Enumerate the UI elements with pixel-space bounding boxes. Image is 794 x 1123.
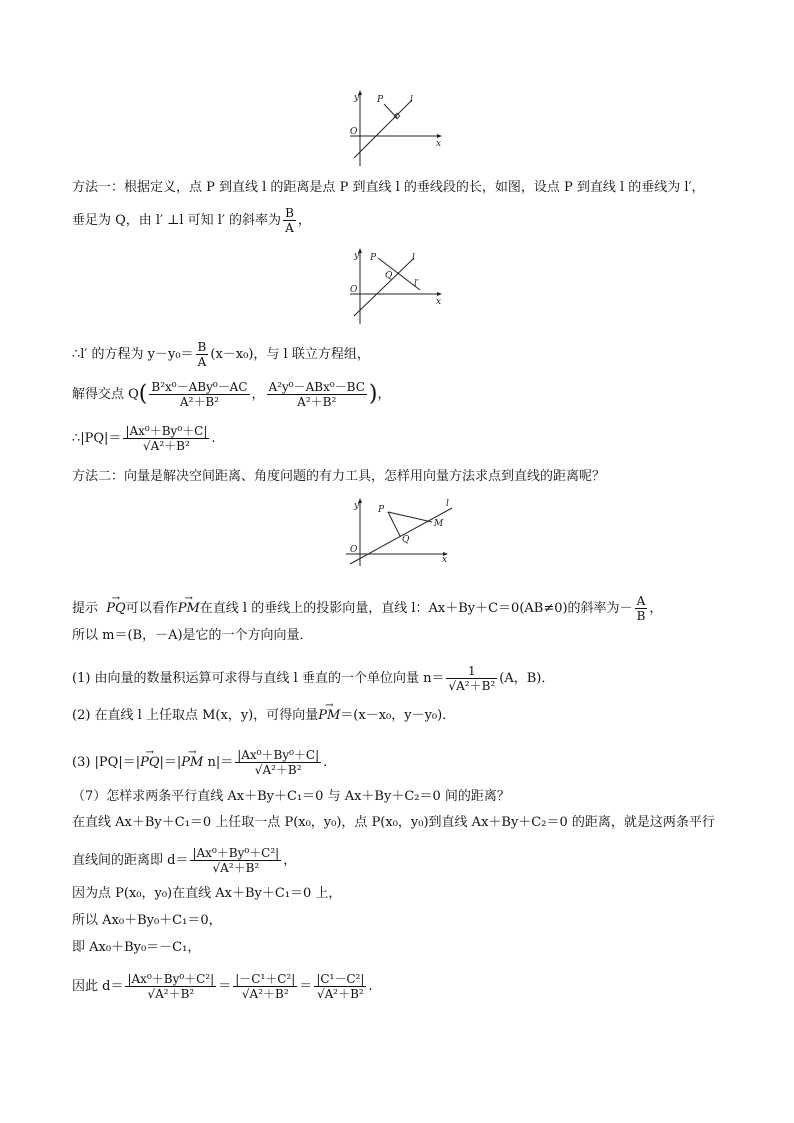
equation-den: A	[197, 355, 207, 369]
figure-point-to-line	[340, 88, 450, 170]
hint-slope-fraction	[635, 594, 648, 623]
label-p: P	[378, 505, 385, 515]
label-q: Q	[402, 535, 410, 545]
q7-eq1: ＝	[218, 979, 232, 994]
step3-num: |Ax⁰＋By⁰＋C|	[237, 748, 320, 762]
pq-prefix: ∴|PQ|＝	[72, 431, 122, 446]
step1-num: 1	[446, 664, 497, 679]
q7-line5: 即 Ax₀＋By₀＝－C₁，	[72, 940, 201, 955]
q7-f1	[125, 972, 216, 1001]
step1-den: √A²＋B²	[448, 679, 496, 693]
method1-equation	[72, 340, 370, 369]
step3-suffix: .	[323, 755, 328, 770]
figure-vector-projection	[336, 496, 456, 568]
q7-f1-num: |Ax⁰＋By⁰＋C²|	[127, 972, 215, 986]
figure-3-svg	[336, 496, 456, 568]
line-l	[354, 100, 412, 158]
paren-open: (	[138, 381, 148, 407]
qy-fraction	[267, 380, 367, 409]
qx-num: B²x⁰－ABy⁰－AC	[151, 380, 248, 394]
q7-f2	[233, 972, 297, 1001]
q7-f2-den: √A²＋B²	[241, 987, 289, 1001]
label-o: O	[350, 127, 358, 137]
equation-fraction	[196, 340, 209, 369]
q7-question: （7）怎样求两条平行直线 Ax＋By＋C₁＝0 与 Ax＋By＋C₂＝0 间的距离？	[72, 789, 510, 804]
equation-num: B	[197, 340, 207, 354]
qy-den: A²＋B²	[297, 395, 337, 409]
vector-pm	[388, 512, 432, 522]
figure-perpendicular-foot	[340, 246, 450, 328]
step3-den: √A²＋B²	[254, 763, 302, 777]
q7-line4: 所以 Ax₀＋By₀＋C₁＝0，	[72, 913, 222, 928]
q7-line6	[72, 972, 373, 1001]
label-l: l	[412, 253, 415, 263]
qx-fraction	[149, 380, 249, 409]
q7-f3-den: √A²＋B²	[316, 987, 364, 1001]
equation-prefix: ∴l′ 的方程为 y－y₀＝	[72, 347, 194, 362]
pq-distance	[72, 424, 216, 453]
label-l: l	[410, 95, 413, 105]
equation-suffix: (x－x₀)，与 l 联立方程组，	[210, 347, 370, 362]
solve-prefix: 解得交点 Q	[72, 387, 139, 402]
step1-suffix: (A，B)．	[499, 671, 555, 686]
qy-num: A²y⁰－ABx⁰－BC	[268, 380, 365, 394]
label-l: l	[446, 499, 449, 509]
figure-1-svg	[340, 88, 450, 170]
label-p: P	[370, 253, 377, 263]
q7-eq2: ＝	[299, 979, 313, 994]
method1-line2	[72, 206, 311, 235]
label-o: O	[350, 285, 358, 295]
pq-den: √A²＋B²	[143, 439, 190, 453]
hint-step2	[72, 707, 455, 725]
q7-distance-den: √A²＋B²	[212, 861, 260, 875]
method1-line2-prefix: 垂足为 Q，由 l′ ⊥l 可知 l′ 的斜率为	[72, 213, 282, 228]
hint-line1	[72, 594, 662, 623]
line-l	[350, 508, 452, 564]
step1-prefix: (1) 由向量的数量积运算可求得与直线 l 垂直的一个单位向量 n＝	[72, 671, 445, 686]
label-m: M	[434, 519, 444, 529]
q7-f3-num: |C¹－C²|	[316, 972, 365, 986]
label-o: O	[350, 545, 358, 555]
vector-pq-text: → PQ	[106, 600, 125, 618]
figure-2-svg	[340, 246, 450, 328]
pq-fraction	[123, 424, 209, 453]
label-x: x	[436, 297, 442, 307]
intersection-q: 解得交点 Q( $\frac{\text{B²x⁰－ABy⁰－AC}}{\text{A²＋B²}}$ ， $\frac{\text{A²y⁰－ABx⁰－BC}}{\text{A²＋B²}}$ )，	[72, 380, 391, 409]
method2-intro: 方法二：向量是解决空间距离、角度问题的有力工具，怎样用向量方法求点到直线的距离呢？	[72, 469, 606, 484]
step3-mid2: n|＝	[203, 755, 234, 770]
hint-step1	[72, 664, 554, 693]
q7-f1-den: √A²＋B²	[147, 987, 195, 1001]
perpendicular-segment	[384, 104, 397, 118]
step3-prefix: (3) |PQ|＝|	[72, 755, 141, 770]
hint-text3: ，	[649, 601, 663, 616]
q7-f2-num: |－C¹＋C²|	[235, 972, 296, 986]
step2-prefix: (2) 在直线 l 上任取点 M(x，y)，可得向量	[72, 708, 319, 723]
paren-close: )	[368, 381, 378, 407]
q7-line3: 因为点 P(x₀，y₀)在直线 Ax＋By＋C₁＝0 上，	[72, 886, 342, 901]
pq-suffix: .	[211, 431, 216, 446]
q7-f3	[314, 972, 366, 1001]
label-p: P	[377, 95, 384, 105]
hint-text1: 可以看作	[125, 601, 178, 616]
slope-den: A	[285, 221, 294, 235]
label-y: y	[354, 501, 360, 511]
label-y: y	[354, 93, 360, 103]
label-l-prime: l′	[414, 279, 419, 289]
method1-line2-suffix: ，	[297, 213, 311, 228]
q7-distance-fraction	[190, 846, 281, 875]
q7-line6-suffix: .	[368, 979, 373, 994]
qx-den: A²＋B²	[179, 395, 220, 409]
pq-num: |Ax⁰＋By⁰＋C|	[125, 424, 208, 438]
vector-pq	[388, 512, 400, 536]
hint-step3	[72, 748, 327, 777]
step3-vector-pm: → PM	[181, 754, 203, 772]
line-l	[354, 258, 414, 316]
q7-line2-prefix: 直线间的距离即 d＝	[72, 853, 189, 868]
q7-line6-prefix: 因此 d＝	[72, 979, 124, 994]
slope-num: B	[285, 206, 294, 220]
label-x: x	[436, 139, 442, 149]
q7-line2	[72, 846, 296, 875]
hint-slope-num: A	[635, 594, 648, 609]
x-axis-arrow	[437, 134, 442, 138]
x-axis-arrow	[437, 292, 442, 296]
solve-suffix: ，	[377, 387, 391, 402]
q7-distance-num: |Ax⁰＋By⁰＋C²|	[192, 846, 280, 860]
hint-slope-den: B	[636, 609, 646, 623]
step3-vector-pq: → PQ	[140, 754, 159, 772]
label-x: x	[442, 555, 448, 565]
hint-label: 提示	[72, 601, 99, 616]
step3-fraction	[235, 748, 321, 777]
vector-pm-text: → PM	[178, 600, 200, 618]
step2-vector: → PM	[318, 707, 340, 725]
label-y: y	[354, 251, 360, 261]
step2-suffix: ＝(x－x₀，y－y₀)．	[340, 708, 456, 723]
label-q: Q	[385, 271, 393, 281]
slope-fraction	[283, 206, 296, 235]
hint-text2: 在直线 l 的垂线上的投影向量，直线 l：Ax＋By＋C＝0(AB≠0)的斜率为－	[199, 601, 633, 616]
step1-fraction	[446, 664, 497, 693]
q7-line1: 在直线 Ax＋By＋C₁＝0 上任取一点 P(x₀，y₀)，点 P(x₀，y₀)到直线 Ax＋By＋C₂＝0 的距离，就是这两条平行	[72, 815, 715, 830]
method1-line1: 方法一：根据定义，点 P 到直线 l 的距离是点 P 到直线 l 的垂线段的长，如图，设点 P 到直线 l 的垂线为 l′，	[72, 180, 705, 195]
hint-line2: 所以 m＝(B，－A)是它的一个方向向量．	[72, 628, 313, 643]
q7-line2-suffix: ，	[283, 853, 297, 868]
step3-mid: |＝|	[159, 755, 182, 770]
